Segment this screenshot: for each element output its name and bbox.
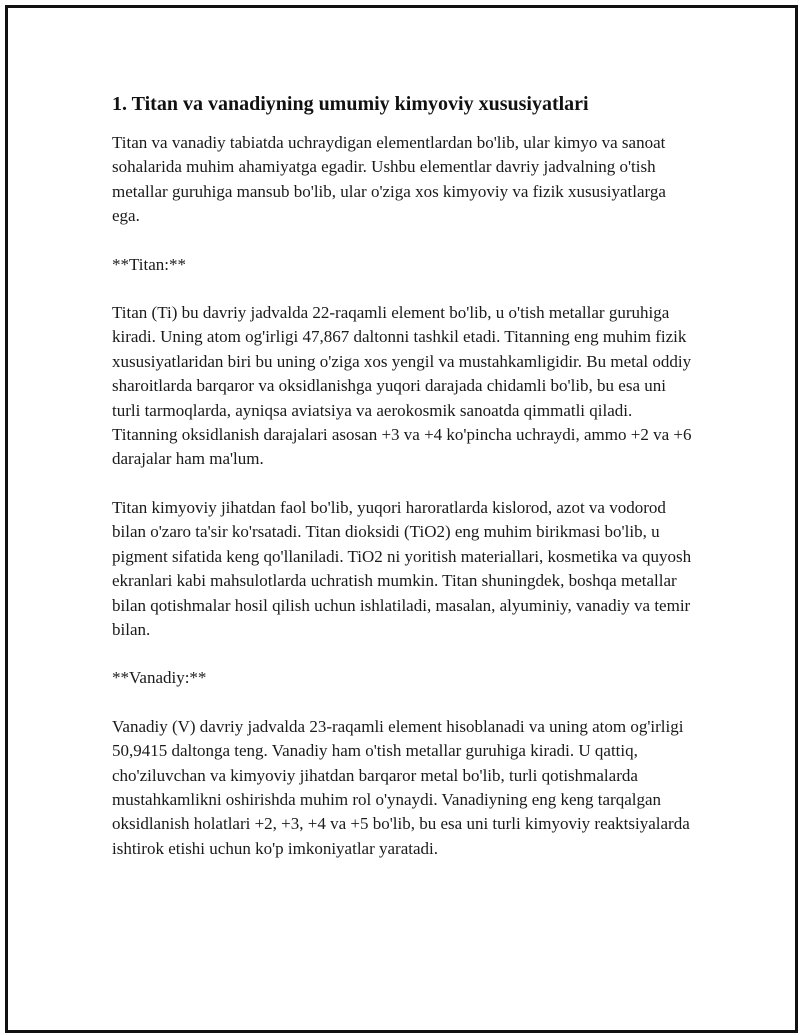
intro-paragraph: Titan va vanadiy tabiatda uchraydigan elementlardan bo'lib, ular kimyo va sanoat sohalarida muhim ahamiyatga egadir. Ushbu elementlar davriy jadvalning o'tish metallar guruhiga mansub bo'lib, ular o'ziga xos kimyoviy va fizik xususiyatlarga ega. <box>112 133 666 226</box>
vanadiy-heading: **Vanadiy:** <box>112 668 207 688</box>
vanadiy-paragraph: Vanadiy (V) davriy jadvalda 23-raqamli element hisoblanadi va uning atom og'irligi 50,9415 daltonga teng. Vanadiy ham o'tish metallar guruhiga kiradi. U qattiq, cho'ziluvchan va kimyoviy jihatdan barqaror metal bo'lib, turli qotishmalarda mustahkamlikni oshirishda muhim rol o'ynaydi. Vanadiyning eng keng tarqalgan oksidlanish holatlari +2, +3, +4 va +5 bo'lib, bu esa uni turli kimyoviy reaktsiyalarda ishtirok etishi uchun ko'p imkoniyatlar yaratadi. <box>112 716 690 858</box>
titan-paragraph-2: Titan kimyoviy jihatdan faol bo'lib, yuqori haroratlarda kislorod, azot va vodorod bilan o'zaro ta'sir ko'rsatadi. Titan dioksidi (TiO2) eng muhim birikmasi bo'lib, u pigment sifatida keng qo'llaniladi. TiO2 ni yoritish materiallari, kosmetika va quyosh ekranlari kabi mahsulotlarda uchratish mumkin. Titan shuningdek, boshqa metallar bilan qotishmalar hosil qilish uchun ishlatiladi, masalan, alyuminiy, vanadiy va temir bilan. <box>112 497 692 639</box>
titan-heading: **Titan:** <box>112 254 187 274</box>
section-title: 1. Titan va vanadiyning umumiy kimyoviy xususiyatlari <box>112 93 589 115</box>
document-body <box>112 90 692 885</box>
titan-paragraph-1: Titan (Ti) bu davriy jadvalda 22-raqamli element bo'lib, u o'tish metallar guruhiga kiradi. Uning atom og'irligi 47,867 daltonni tashkil etadi. Titanning eng muhim fizik xususiyatlaridan biri bu uning o'ziga xos yengil va mustahkamligidir. Bu metal oddiy sharoitlarda barqaror va oksidlanishga yuqori darajada chidamli bo'lib, bu esa uni turli tarmoqlarda, ayniqsa aviatsiya va aerokosmik sanoatda qimmatli qiladi. Titanning oksidlanish darajalari asosan +3 va +4 ko'pincha uchraydi, ammo +2 va +6 darajalar ham ma'lum. <box>112 303 692 469</box>
